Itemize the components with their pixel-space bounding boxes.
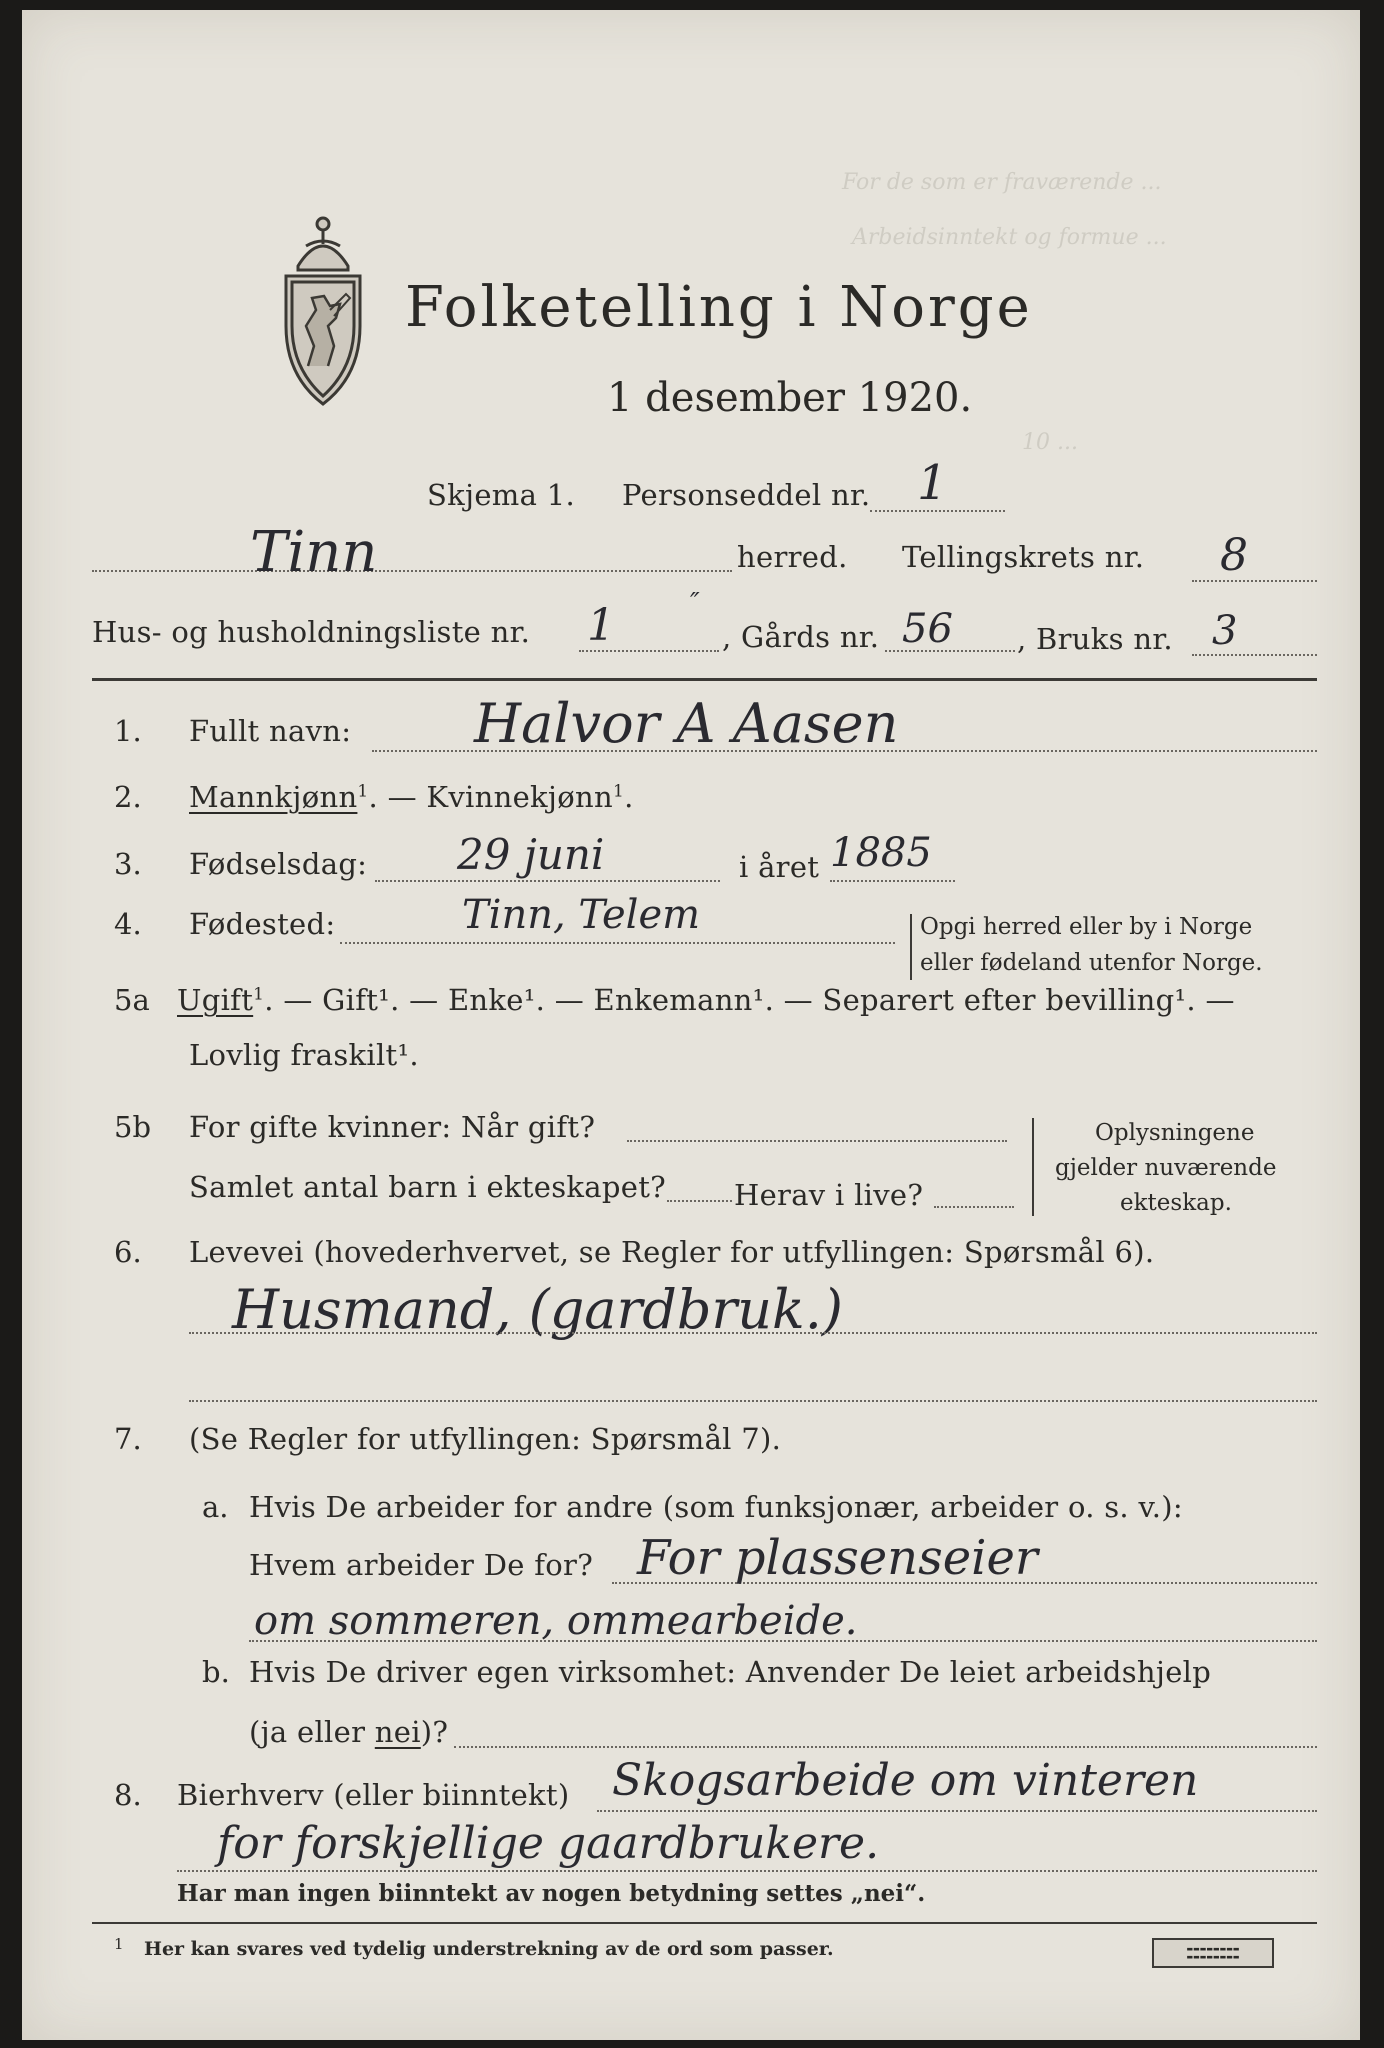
q5b-number: 5b [114,1110,152,1144]
q6-line2 [189,1400,1317,1402]
bruks-value[interactable]: 3 [1212,608,1238,654]
q5b-alive-line [934,1206,1014,1208]
q6-line1 [189,1332,1317,1334]
occupation-value[interactable]: Husmand, (gardbruk.) [232,1278,843,1341]
q3-label: Fødselsdag: [189,847,368,881]
herred-value[interactable]: Tinn [250,520,378,585]
section-divider [92,678,1317,681]
q4-bracket [910,914,912,980]
q1-number: 1. [114,714,142,748]
ugift-option[interactable]: Ugift [177,983,254,1017]
q7b-letter: b. [202,1655,230,1689]
aaret-label: i året [739,850,820,884]
herred-line [92,570,732,572]
bruks-label: , Bruks nr. [1017,622,1173,656]
footnote-divider [92,1922,1317,1924]
side-income-value[interactable]: Skogsarbeide om vinteren [612,1755,1199,1806]
census-form-sheet [22,10,1360,2040]
q4-label: Fødested: [189,907,336,941]
norway-coat-of-arms-icon [268,206,378,416]
printer-stamp: ▬▬▬▬▬▬▬▬ ▬▬▬▬▬▬▬▬ [1152,1938,1274,1968]
schema-label: Skjema 1. [427,478,575,512]
q8-number: 8. [114,1778,142,1812]
bleed-through-text: Arbeidsinntekt og formue ... [852,225,1167,250]
ditto-mark: ″ [690,588,700,618]
q8-label: Bierhverv (eller biinntekt) [177,1778,570,1812]
q5b-note-line1: Oplysningene [1095,1120,1255,1146]
q2-number: 2. [114,780,142,814]
personseddel-label: Personseddel nr. [622,478,871,512]
aaret-line [830,880,955,882]
q4-note-line2: eller fødeland utenfor Norge. [920,950,1263,976]
q5b-children-line [667,1200,732,1202]
q7a-letter: a. [202,1490,229,1524]
tellingskrets-label: Tellingskrets nr. [902,540,1145,574]
husholdningsliste-value[interactable]: 1 [587,600,615,651]
q3-number: 3. [114,847,142,881]
q6-label: Levevei (hovederhvervet, se Regler for utfyllingen: Spørsmål 6). [189,1235,1155,1269]
full-name-value[interactable]: Halvor A Aasen [474,692,899,755]
q5a-number: 5a [114,983,150,1017]
q2-gender-options: Mannkjønn$^1$. — Kvinnekjønn$^1$. [189,780,634,814]
q4-note-line1: Opgi herred eller by i Norge [920,914,1253,940]
q8-line2 [177,1870,1317,1872]
side-income-value-cont[interactable]: for forskjellige gaardbrukere. [217,1818,880,1869]
bleed-through-text: For de som er fraværende ... [842,170,1162,195]
q7-label: (Se Regler for utfyllingen: Spørsmål 7). [189,1422,782,1456]
q5a-marital-options: Ugift$^1$. — Gift¹. — Enke¹. — Enkemann¹. — Separert efter bevilling¹. — [177,983,1235,1017]
q7a-question: Hvem arbeider De for? [249,1548,594,1582]
bleed-through-text: 10 ... [1022,430,1078,455]
census-date: 1 desember 1920. [607,375,973,421]
q6-number: 6. [114,1235,142,1269]
q7b-line [454,1746,1317,1748]
q8-line1 [597,1810,1317,1812]
nei-option[interactable]: nei [374,1715,421,1749]
tellingskrets-value[interactable]: 8 [1220,530,1248,581]
q5b-label-alive: Herav i live? [734,1178,924,1212]
form-title: Folketelling i Norge [405,275,1033,340]
gards-label: , Gårds nr. [722,620,880,654]
birthday-value[interactable]: 29 juni [457,830,605,879]
q5b-note-line2: gjelder nuværende [1055,1155,1277,1181]
herred-label: herred. [737,540,848,574]
q1-label: Fullt navn: [189,714,352,748]
employer-value-cont[interactable]: om sommeren, ommearbeide. [254,1598,858,1644]
q5b-note-line3: ekteskap. [1120,1190,1232,1216]
footnote-mark: 1 [114,1935,124,1953]
employer-value[interactable]: For plassenseier [637,1530,1038,1586]
birth-year-value[interactable]: 1885 [830,830,932,876]
q5b-label-married: For gifte kvinner: Når gift? [189,1110,596,1144]
q5a-line2: Lovlig fraskilt¹. [189,1038,419,1072]
q4-line [340,942,895,944]
birthplace-value[interactable]: Tinn, Telem [462,892,701,938]
tellingskrets-line [1192,580,1317,582]
q7-number: 7. [114,1422,142,1456]
footnote-text: Her kan svares ved tydelig understrekning av de ord som passer. [144,1938,834,1960]
q4-number: 4. [114,907,142,941]
bruks-line [1192,654,1317,656]
q7b-question: (ja eller nei)? [249,1715,449,1749]
q5b-bracket [1032,1118,1034,1216]
q7a-label: Hvis De arbeider for andre (som funksjonær, arbeider o. s. v.): [249,1490,1183,1524]
q5b-label-children: Samlet antal barn i ekteskapet? [189,1170,666,1204]
kvinnekjonn-option[interactable]: Kvinnekjønn [426,780,613,814]
q8-note: Har man ingen biinntekt av nogen betydning settes „nei“. [177,1880,926,1907]
personseddel-value[interactable]: 1 [917,455,948,511]
q7b-label: Hvis De driver egen virksomhet: Anvender De leiet arbeidshjelp [249,1655,1212,1689]
q3-line [375,880,720,882]
husholdningsliste-label: Hus- og husholdningsliste nr. [92,615,531,649]
gards-value[interactable]: 56 [902,606,953,652]
q5b-married-line [627,1140,1007,1142]
mannkjonn-option[interactable]: Mannkjønn [189,780,358,814]
